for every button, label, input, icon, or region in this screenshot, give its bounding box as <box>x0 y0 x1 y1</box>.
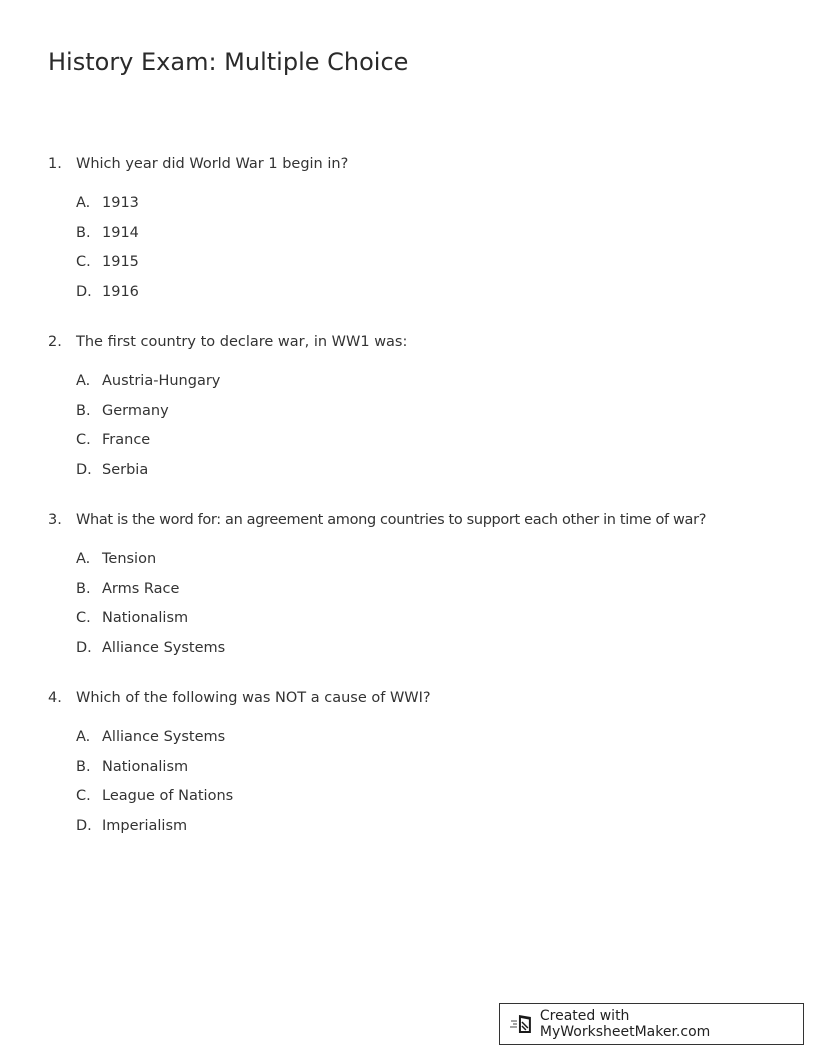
worksheet-logo-icon <box>510 1013 534 1035</box>
option-letter: A. <box>76 373 91 389</box>
question-text: Which year did World War 1 begin in? <box>76 156 349 172</box>
option-item <box>76 639 788 669</box>
option-text: Austria-Hungary <box>102 373 221 389</box>
option-letter: B. <box>76 758 91 775</box>
option-text: Nationalism <box>102 610 189 626</box>
option-item <box>76 461 788 491</box>
option-letter: A. <box>76 729 91 745</box>
option-text: Imperialism <box>102 817 188 834</box>
option-item <box>76 580 788 610</box>
question-text: Which of the following was NOT a cause of WWI? <box>76 690 431 706</box>
question-text: The first country to declare war, in WW1 was: <box>76 334 408 350</box>
question-1 <box>48 155 788 312</box>
option-list <box>48 728 788 846</box>
option-letter: D. <box>76 283 92 300</box>
option-list <box>48 194 788 312</box>
option-text: Germany <box>102 402 169 419</box>
option-letter: D. <box>76 639 92 656</box>
option-item <box>76 817 788 847</box>
question-number: 4. <box>48 690 62 706</box>
option-text: 1915 <box>102 254 139 270</box>
option-item <box>76 431 788 461</box>
option-letter: D. <box>76 461 92 478</box>
option-text: Nationalism <box>102 758 189 775</box>
option-text: League of Nations <box>102 788 234 804</box>
option-item <box>76 253 788 283</box>
option-item <box>76 283 788 313</box>
footer-text: Created with MyWorksheetMaker.com <box>539 1008 711 1040</box>
option-text: Tension <box>102 551 157 567</box>
question-number: 3. <box>48 512 62 528</box>
option-text: 1916 <box>102 283 139 300</box>
option-text: France <box>102 432 151 448</box>
option-text: 1913 <box>102 195 139 211</box>
option-list <box>48 372 788 490</box>
option-letter: C. <box>76 788 91 804</box>
option-item <box>76 550 788 580</box>
option-item <box>76 372 788 402</box>
option-letter: D. <box>76 817 92 834</box>
option-text: Alliance Systems <box>102 639 226 656</box>
option-item <box>76 609 788 639</box>
option-text: 1914 <box>102 224 139 241</box>
question-text: What is the word for: an agreement among countries to support each other in time of war? <box>76 512 707 528</box>
option-letter: B. <box>76 580 91 597</box>
option-letter: B. <box>76 224 91 241</box>
option-item <box>76 758 788 788</box>
question-3 <box>48 511 788 668</box>
question-number: 2. <box>48 334 62 350</box>
option-item <box>76 402 788 432</box>
option-item <box>76 194 788 224</box>
option-letter: B. <box>76 402 91 419</box>
option-item <box>76 224 788 254</box>
question-2 <box>48 333 788 490</box>
option-item <box>76 728 788 758</box>
option-letter: C. <box>76 254 91 270</box>
option-letter: C. <box>76 432 91 448</box>
footer-badge <box>499 1003 804 1045</box>
option-letter: C. <box>76 610 91 626</box>
question-4 <box>48 689 788 846</box>
option-text: Alliance Systems <box>102 729 226 745</box>
option-item <box>76 787 788 817</box>
option-list <box>48 550 788 668</box>
option-letter: A. <box>76 551 91 567</box>
option-text: Serbia <box>102 461 149 478</box>
page-title: History Exam: Multiple Choice <box>48 48 409 76</box>
question-number: 1. <box>48 156 62 172</box>
option-letter: A. <box>76 195 91 211</box>
option-text: Arms Race <box>102 580 180 597</box>
